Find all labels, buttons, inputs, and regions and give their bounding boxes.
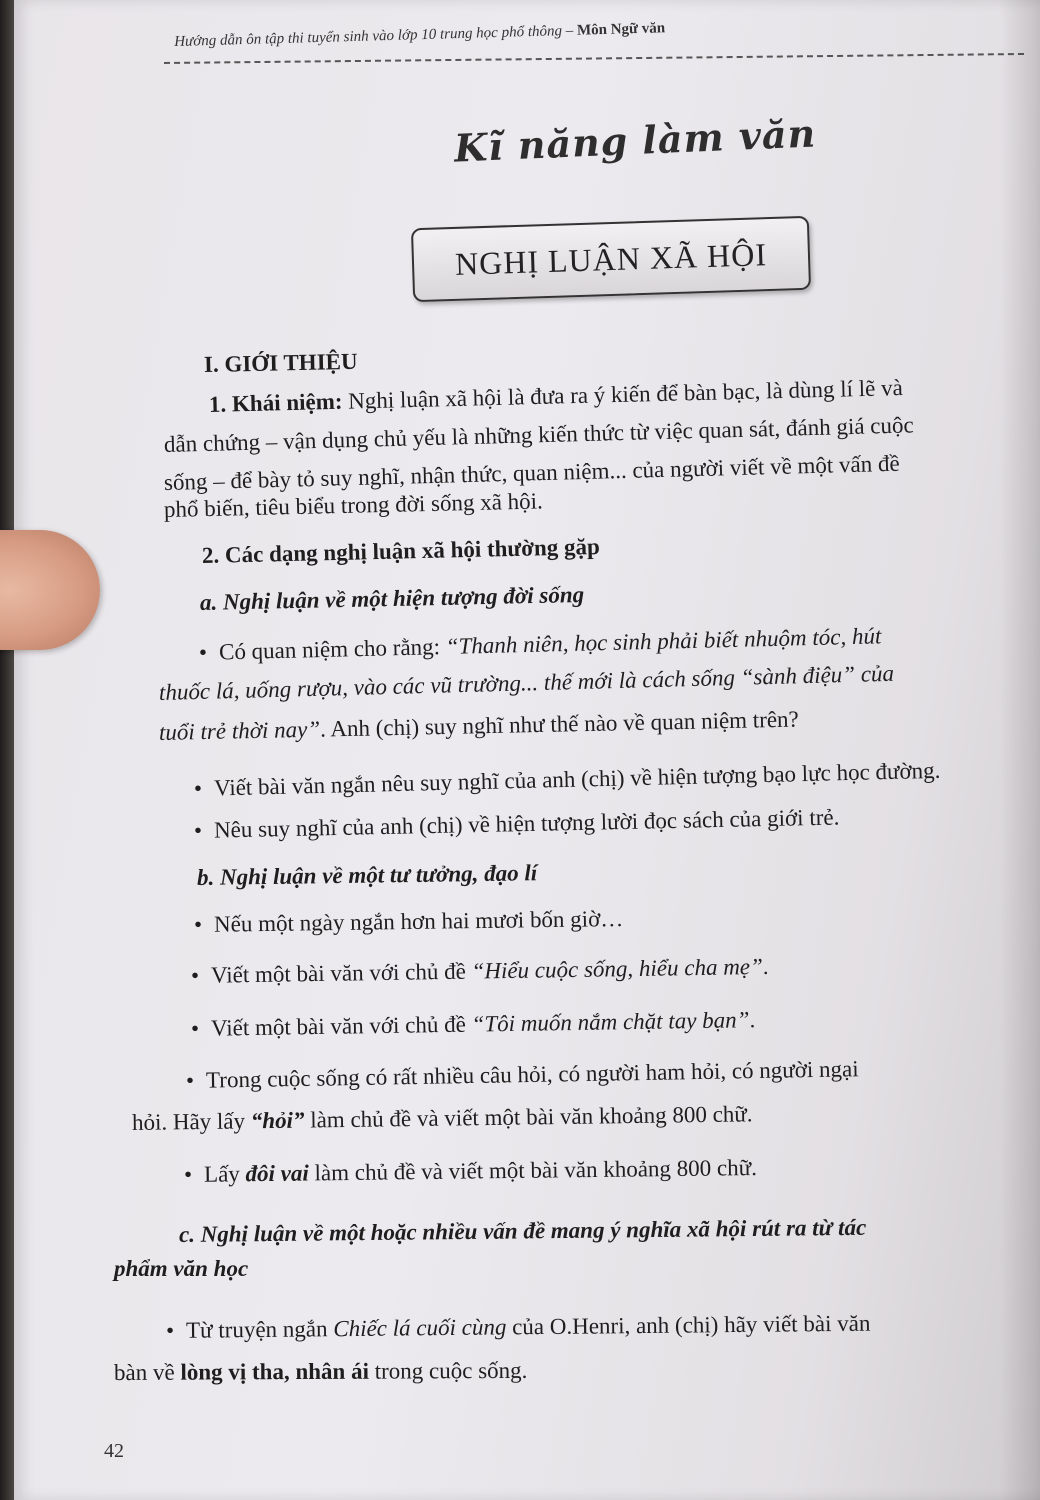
item-a2-text: Viết bài văn ngắn nêu suy nghĩ của anh (chị) về hiện tượng bạo lực học đường.	[213, 757, 941, 801]
item-b4-line-1	[186, 1056, 859, 1094]
definition-text-2: dẫn chứng – vận dụng chủ yếu là những kiến thức từ việc quan sát, đánh giá cuộc	[163, 412, 914, 457]
heading-type-a-text: a. Nghị luận về một hiện tượng đời sống	[199, 581, 585, 615]
bullet-icon: •	[193, 817, 203, 843]
heading-type-c-text-1: c. Nghị luận về một hoặc nhiều vấn đề mang ý nghĩa xã hội rút ra từ tác	[178, 1214, 867, 1247]
running-header-subject: Môn Ngữ văn	[576, 20, 666, 39]
item-b2-period: .	[762, 953, 769, 980]
heading-introduction	[204, 349, 358, 378]
heading-type-b-text: b. Nghị luận về một tư tưởng, đạo lí	[196, 860, 538, 890]
item-a1-line-1	[199, 623, 882, 666]
item-c1-text-b: của O.Henri, anh (chị) hãy viết bài văn	[506, 1310, 871, 1340]
item-c1-line-1	[166, 1311, 871, 1344]
item-a3	[194, 804, 840, 844]
topic-title: NGHỊ LUẬN XÃ HỘI	[454, 235, 768, 282]
definition-text-4: phổ biến, tiêu biểu trong đời sống xã hội.	[163, 488, 544, 522]
item-b3	[191, 1007, 756, 1042]
item-b3-period: .	[749, 1007, 756, 1033]
item-b2	[191, 954, 769, 989]
definition-label: 1. Khái niệm:	[208, 388, 343, 417]
item-b2-quote: “Hiểu cuộc sống, hiểu cha mẹ”	[471, 954, 764, 984]
page-number: 42	[104, 1440, 124, 1462]
running-header-text: Hướng dẫn ôn tập thi tuyển sinh vào lớp 10 trung học phổ thông –	[174, 22, 574, 50]
item-a3-text: Nêu suy nghĩ của anh (chị) về hiện tượng lười đọc sách của giới trẻ.	[213, 804, 840, 843]
bullet-icon: •	[165, 1317, 175, 1343]
item-b3-quote: “Tôi muốn nắm chặt tay bạn”	[471, 1007, 750, 1037]
item-a1-quote-end: tuổi trẻ thời nay”	[158, 716, 321, 745]
bullet-icon: •	[190, 962, 200, 988]
item-b5	[184, 1155, 757, 1188]
item-c1-line-2	[114, 1358, 528, 1386]
bullet-icon: •	[185, 1067, 195, 1093]
heading-type-c-line-2	[114, 1256, 248, 1282]
item-b5-text-b: làm chủ đề và viết một bài văn khoảng 800 chữ.	[308, 1155, 758, 1186]
item-b4-text-c: làm chủ đề và viết một bài văn khoảng 800 chữ.	[304, 1101, 753, 1133]
bullet-icon: •	[190, 1015, 200, 1041]
item-a1-text-c: . Anh (chị) suy nghĩ như thế nào về quan niệm trên?	[319, 706, 800, 742]
item-b5-keyword: đôi vai	[245, 1160, 309, 1187]
item-a1-line-2	[159, 661, 895, 706]
item-b5-text-a: Lấy	[203, 1161, 246, 1187]
item-c1-text-d: trong cuộc sống.	[368, 1357, 528, 1384]
item-a1-quote: “Thanh niên, học sinh phải biết nhuộm tóc, hút	[445, 623, 882, 659]
heading-common-types	[202, 534, 600, 569]
item-c1-title: Chiếc lá cuối cùng	[333, 1314, 507, 1342]
heading-type-a	[200, 582, 585, 616]
heading-type-c-line-1	[179, 1215, 866, 1248]
heading-common-types-text: 2. Các dạng nghị luận xã hội thường gặp	[201, 533, 601, 568]
item-a1-text-a: Có quan niệm cho rằng:	[218, 633, 447, 665]
section-title: Kĩ năng làm văn	[453, 110, 817, 171]
book-page	[14, 0, 1040, 1500]
item-c1-text-c: bàn về	[113, 1359, 181, 1385]
running-header	[174, 10, 1034, 51]
item-c1-text-a: Từ truyện ngắn	[185, 1316, 334, 1343]
item-b2-text: Viết một bài văn với chủ đề	[210, 958, 472, 988]
heading-type-b	[197, 860, 538, 891]
item-a2	[194, 758, 941, 802]
header-divider	[164, 53, 1024, 64]
item-b4-text-a: Trong cuộc sống có rất nhiều câu hỏi, có người ham hỏi, có người ngại	[205, 1056, 859, 1093]
heading-type-c-text-2: phẩm văn học	[114, 1256, 249, 1281]
bullet-icon: •	[198, 639, 208, 665]
bullet-icon: •	[193, 911, 203, 937]
topic-title-box	[411, 216, 811, 302]
item-a1-line-3	[159, 707, 799, 746]
item-b1	[194, 906, 624, 938]
item-b1-text: Nếu một ngày ngắn hơn hai mươi bốn giờ…	[213, 906, 624, 937]
bullet-icon: •	[183, 1161, 193, 1187]
definition-line-1	[209, 375, 903, 418]
heading-introduction-text: I. GIỚI THIỆU	[203, 348, 358, 377]
book-spine-shadow	[0, 0, 14, 1500]
item-b4-text-b: hỏi. Hãy lấy	[131, 1108, 251, 1135]
item-b3-text: Viết một bài văn với chủ đề	[210, 1011, 472, 1041]
definition-line-2	[164, 412, 914, 458]
bullet-icon: •	[193, 775, 203, 801]
item-b4-keyword: “hỏi”	[250, 1107, 305, 1134]
item-c1-keyword: lòng vị tha, nhân ái	[180, 1358, 370, 1385]
definition-text-3: sống – để bày tỏ suy nghĩ, nhận thức, quan niệm... của người viết về một vấn đề	[163, 450, 900, 495]
item-b4-line-2	[132, 1101, 753, 1136]
definition-text-1: Nghị luận xã hội là đưa ra ý kiến để bàn bạc, là dùng lí lẽ và	[342, 375, 904, 414]
item-a1-text-b: thuốc lá, uống rượu, vào các vũ trường... thế mới là cách sống “sành điệu” của	[158, 660, 895, 705]
